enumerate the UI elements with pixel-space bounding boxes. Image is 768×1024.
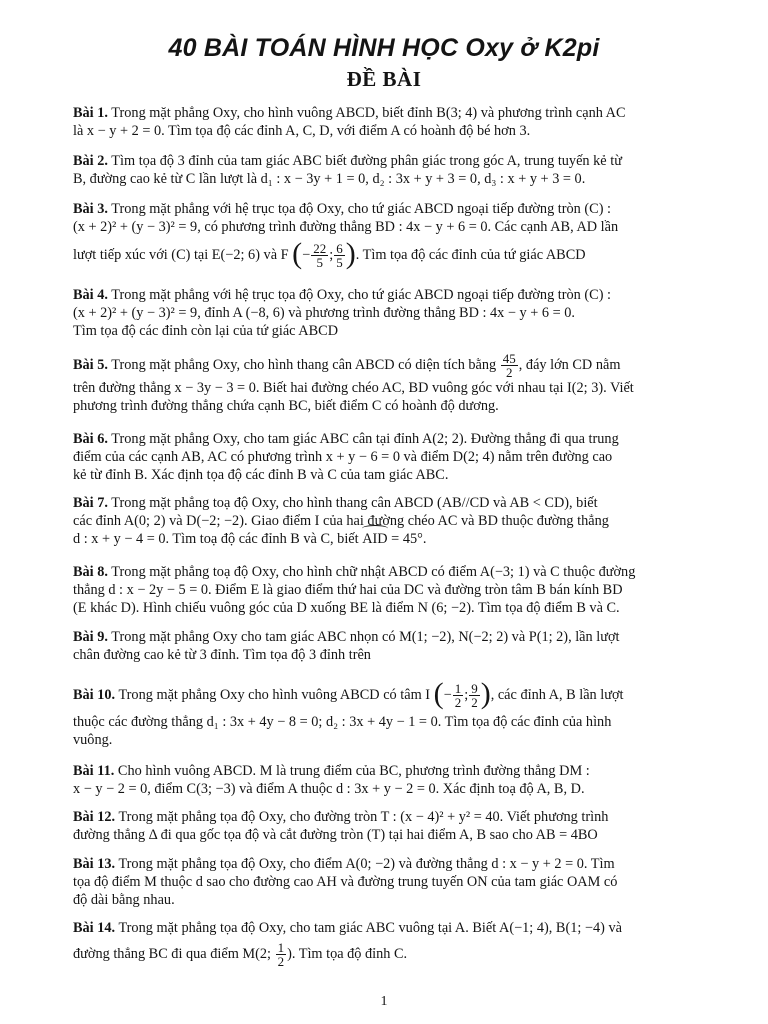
problem-text: Tìm tọa độ 3 đỉnh của tam giác ABC biết đường phân giác trong góc A, trung tuyến kẻ từ <box>111 153 622 169</box>
problem-text: = 45°. <box>387 531 427 547</box>
fraction: $\frac{1}{2}$ <box>454 681 462 710</box>
problem-label: Bài 13. <box>73 856 116 872</box>
problem-text: các đỉnh A(0; 2) và D(−2; −2). Giao điểm I của hai đường chéo AC và BD thuộc đường thẳng <box>73 513 609 529</box>
problem-text: Trong mặt phẳng toạ độ Oxy, cho hình thang cân ABCD (AB//CD và AB < CD), biết <box>111 495 598 511</box>
problem-text: tọa độ điểm M thuộc d sao cho đường cao AH và đường trung tuyến ON của tam giác OAM có <box>73 874 618 890</box>
problem-label: Bài 3. <box>73 201 108 217</box>
problem-label: Bài 5. <box>73 356 108 373</box>
problem-11 <box>73 762 733 798</box>
problem-text: Trong mặt phẳng Oxy, cho tam giác ABC cân tại đỉnh A(2; 2). Đường thẳng đi qua trung <box>111 431 619 447</box>
problem-text: độ dài bằng nhau. <box>73 892 175 908</box>
problem-text: chân đường cao kẻ từ 3 đỉnh. Tìm tọa độ 3 đỉnh trên <box>73 647 371 663</box>
problem-label: Bài 2. <box>73 153 108 169</box>
problem-text: Trong mặt phẳng Oxy, cho hình thang cân ABCD có diện tích bằng <box>111 356 497 373</box>
problem-text: Tìm tọa độ các đỉnh còn lại của tứ giác ABCD <box>73 323 339 339</box>
angle-symbol: AID <box>362 531 388 547</box>
problem-text: (x + 2)² + (y − 3)² = 9, có phương trình đường thẳng BD : 4x − y + 6 = 0. Các cạnh AB, AD lần <box>73 219 619 235</box>
problem-4 <box>73 286 733 340</box>
problem-1 <box>73 104 733 140</box>
problem-label: Bài 1. <box>73 105 108 121</box>
problem-text: Trong mặt phẳng với hệ trục tọa độ Oxy, cho tứ giác ABCD ngoại tiếp đường tròn (C) : <box>111 201 612 217</box>
problem-label: Bài 10. <box>73 686 116 703</box>
page-number: 1 <box>380 994 388 1009</box>
problem-text: lượt tiếp xúc với (C) tại E(−2; 6) và F <box>73 246 289 263</box>
problem-8 <box>73 563 733 617</box>
problem-12 <box>73 808 733 844</box>
section-heading: ĐỀ BÀI <box>346 67 422 91</box>
problem-text: Trong mặt phẳng Oxy cho hình vuông ABCD có tâm I <box>118 686 431 703</box>
problem-5 <box>73 352 733 415</box>
problem-text: ). Tìm tọa độ đỉnh C. <box>287 945 408 962</box>
problem-text: Trong mặt phẳng tọa độ Oxy, cho đường tròn T : (x − 4)² + y² = 40. Viết phương trình <box>118 809 609 825</box>
problem-text: kẻ từ đỉnh B. Xác định tọa độ các đỉnh B và C của tam giác ABC. <box>73 467 449 483</box>
problem-label: Bài 14. <box>73 920 116 936</box>
problem-text: vuông. <box>73 732 113 748</box>
problem-text: trên đường thẳng x − 3y − 3 = 0. Biết hai đường chéo AC, BD vuông góc với nhau tại I(2; 3). Viết <box>73 380 634 396</box>
problem-13 <box>73 855 733 909</box>
fraction: $\frac{22}{5}$ <box>313 241 327 270</box>
fraction: $\frac{6}{5}$ <box>336 241 343 270</box>
problem-text: Trong mặt phẳng Oxy cho tam giác ABC nhọn có M(1; −2), N(−2; 2) và P(1; 2), lần lượt <box>111 629 620 645</box>
problem-3: Bài 3. Trong mặt phẳng với hệ trục tọa độ Oxy, cho tứ giác ABCD ngoại tiếp đường tròn (C) : (x + 2)² + (y − 3)² = 9, có phương trình đường thẳng BD : 4x − y + 6 = 0. Các cạnh AB, AD lần lượt tiếp xúc với (C) tại E(−2; 6) và F (− $\frac{22}{5}$ ; $\frac{6}{5}$ ). Tìm tọa độ các đỉnh của tứ giác ABCD <box>73 200 733 269</box>
problem-text: d : x + y − 4 = 0. Tìm toạ độ các đỉnh B và C, biết <box>73 531 363 547</box>
problem-text: thẳng d : x − 2y − 5 = 0. Điểm E là giao điểm thứ hai của DC và đường tròn tâm B bán kính BD <box>73 582 623 598</box>
problem-label: Bài 4. <box>73 287 108 303</box>
problem-label: Bài 8. <box>73 564 108 580</box>
problem-text: Trong mặt phẳng tọa độ Oxy, cho điểm A(0; −2) và đường thẳng d : x − y + 2 = 0. Tìm <box>118 856 615 872</box>
problem-text: thuộc các đường thẳng d₁ : 3x + 4y − 8 = 0; d₂ : 3x + 4y − 1 = 0. Tìm tọa độ các đỉnh của hình <box>73 714 612 730</box>
problem-text: đường thẳng Δ đi qua gốc tọa độ và cắt đường tròn (T) tại hai điểm A, B sao cho AB = 4BO <box>73 827 598 843</box>
problem-10: Bài 10. Trong mặt phẳng Oxy cho hình vuông ABCD có tâm I (− $\frac{1}{2}$ ; $\frac{9}{2}$ ), các đỉnh A, B lần lượt thuộc các đường thẳng d₁ : 3x + 4y − 8 = 0; d₂ : 3x + 4y − 1 = 0. Tìm tọa độ các đỉnh của hình vuông. <box>73 682 733 749</box>
problem-text: Trong mặt phẳng toạ độ Oxy, cho hình chữ nhật ABCD có điểm A(−3; 1) và C thuộc đường <box>111 564 636 580</box>
problem-text: , các đỉnh A, B lần lượt <box>490 686 624 703</box>
problem-text: x − y − 2 = 0, điểm C(3; −3) và điểm A thuộc d : 3x + y − 2 = 0. Xác định toạ độ A, B, D. <box>73 781 585 797</box>
problem-text: phương trình đường thẳng chứa cạnh BC, biết điểm C có hoành độ dương. <box>73 398 499 414</box>
problem-9 <box>73 628 733 664</box>
problem-6 <box>73 430 733 484</box>
fraction: $\frac{9}{2}$ <box>471 681 478 710</box>
problem-text: Trong mặt phẳng tọa độ Oxy, cho tam giác ABC vuông tại A. Biết A(−1; 4), B(1; −4) và <box>118 920 622 936</box>
fraction: $\frac{45}{2}$ <box>502 351 516 380</box>
problem-label: Bài 7. <box>73 495 108 511</box>
problem-text: đường thẳng BC đi qua điểm M(2; <box>73 945 271 962</box>
problem-text: là x − y + 2 = 0. Tìm tọa độ các đỉnh A, C, D, với điểm A có hoành độ bé hơn 3. <box>73 123 531 139</box>
problem-label: Bài 12. <box>73 809 116 825</box>
problem-text: Cho hình vuông ABCD. M là trung điểm của BC, phương trình đường thẳng DM : <box>117 763 590 779</box>
problem-label: Bài 9. <box>73 629 108 645</box>
problem-2 <box>73 152 733 188</box>
problem-label: Bài 11. <box>73 763 115 779</box>
problem-text: (x + 2)² + (y − 3)² = 9, đỉnh A (−8, 6) và phương trình đường thẳng BD : 4x − y + 6 = 0. <box>73 305 575 321</box>
problem-text: , đáy lớn CD nằm <box>518 356 621 373</box>
problem-label: Bài 6. <box>73 431 108 447</box>
problem-text: (E khác D). Hình chiếu vuông góc của D xuống BE là điểm N (6; −2). Tìm tọa độ điểm B và C. <box>73 600 620 616</box>
problem-7 <box>73 494 733 548</box>
problem-text: . Tìm tọa độ các đỉnh của tứ giác ABCD <box>355 246 586 263</box>
problem-14 <box>73 919 733 968</box>
fraction: $\frac{1}{2}$ <box>277 940 285 969</box>
problem-text: B, đường cao kẻ từ C lần lượt là d₁ : x − 3y + 1 = 0, d₂ : 3x + y + 3 = 0, d₃ : x + y + 3 = 0. <box>73 171 586 187</box>
problem-text: điểm của các cạnh AB, AC có phương trình x + y − 6 = 0 và điểm D(2; 4) nằm trên đường cao <box>73 449 613 465</box>
problem-text: Trong mặt phẳng với hệ trục tọa độ Oxy, cho tứ giác ABCD ngoại tiếp đường tròn (C) : <box>111 287 612 303</box>
problem-text: Trong mặt phẳng Oxy, cho hình vuông ABCD, biết đỉnh B(3; 4) và phương trình cạnh AC <box>111 105 626 121</box>
document-title: 40 BÀI TOÁN HÌNH HỌC Oxy ở K2pi <box>168 34 600 62</box>
